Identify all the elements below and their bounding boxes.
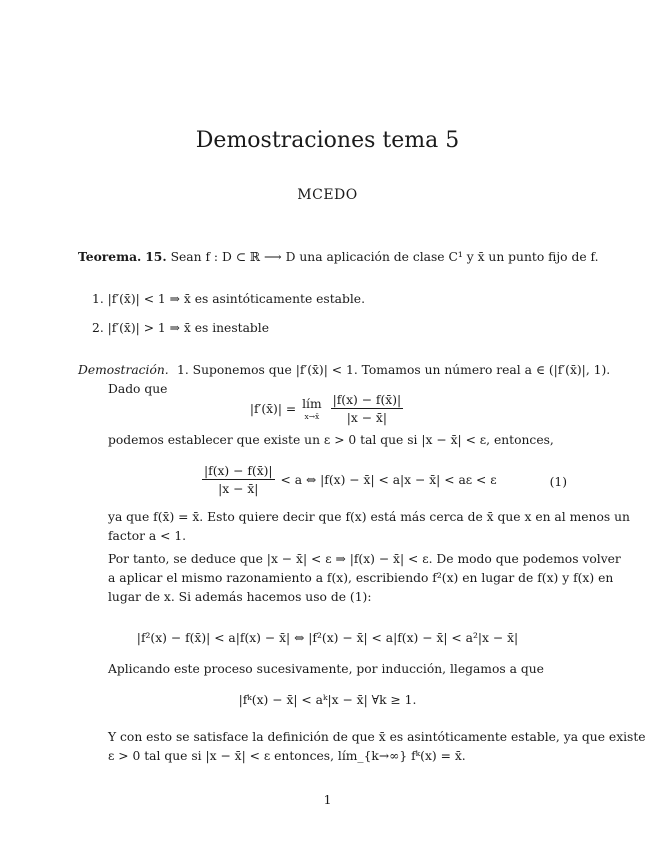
equation-1-rest: < a ⇔ |f(x) − x̄| < a|x − x̄| < aε < ε bbox=[280, 472, 497, 487]
proof-line-1: 1. Suponemos que |f′(x̄)| < 1. Tomamos un número real a ∈ (|f′(x̄)|, 1). bbox=[177, 363, 611, 377]
limit-subscript: x→x̄ bbox=[304, 411, 320, 421]
author: MCEDO bbox=[297, 187, 358, 203]
equation-3: |fᵏ(x) − x̄| < aᵏ|x − x̄| ∀k ≥ 1. bbox=[238, 693, 417, 707]
proof-line-3: podemos establecer que existe un ε > 0 tal que si |x − x̄| < ε, entonces, bbox=[108, 433, 554, 447]
proof-line-4b: factor a < 1. bbox=[108, 529, 187, 543]
theorem-text: Sean f : D ⊂ ℝ ⟶ D una aplicación de clase C¹ y x̄ un punto fijo de f. bbox=[170, 250, 599, 264]
equation-limit bbox=[0, 394, 655, 425]
page-title: Demostraciones tema 5 bbox=[195, 128, 460, 153]
theorem-item-1: 1. |f′(x̄)| < 1 ⇒ x̄ es asintóticamente estable. bbox=[92, 292, 365, 306]
equation-2: |f²(x) − f(x̄)| < a|f(x) − x̄| ⇔ |f²(x) − x̄| < a|f(x) − x̄| < a²|x − x̄| bbox=[136, 631, 519, 645]
proof-line-6: Aplicando este proceso sucesivamente, por inducción, llegamos a que bbox=[108, 662, 544, 676]
proof-line-7b: ε > 0 tal que si |x − x̄| < ε entonces, lím_{k→∞} fᵏ(x) = x̄. bbox=[108, 749, 466, 763]
theorem-item-2: 2. |f′(x̄)| > 1 ⇒ x̄ es inestable bbox=[92, 321, 270, 335]
limit-operator: lím x→x̄ bbox=[302, 397, 322, 421]
equation-1 bbox=[200, 465, 497, 496]
theorem-label: Teorema. bbox=[78, 249, 142, 264]
equation-limit-lhs: |f′(x̄)| = bbox=[249, 401, 297, 416]
theorem-statement bbox=[78, 251, 599, 263]
theorem-number: 15. bbox=[145, 249, 167, 264]
equation-1-fraction: $\frac{|f(x) - f(x̄)|}{|x - x̄|}$ bbox=[204, 464, 273, 497]
proof-line-5c: lugar de x. Si además hacemos uso de (1): bbox=[108, 590, 372, 604]
proof-line-4a: ya que f(x̄) = x̄. Esto quiere decir que f(x) está más cerca de x̄ que x en al menos un bbox=[108, 510, 630, 524]
proof-label: Demostración. bbox=[78, 363, 169, 377]
proof-line-5a: Por tanto, se deduce que |x − x̄| < ε ⇒ |f(x) − x̄| < ε. De modo que podemos volver bbox=[108, 552, 621, 566]
proof-line-2: Dado que bbox=[108, 382, 168, 396]
equation-1-number: (1) bbox=[549, 475, 567, 489]
limit-fraction: $\frac{|f(x) - f(x̄)|}{|x - x̄|}$ bbox=[332, 393, 402, 426]
proof-line-7a: Y con esto se satisface la definición de que x̄ es asintóticamente estable, ya que existe bbox=[108, 730, 646, 744]
page-number: 1 bbox=[323, 793, 332, 807]
proof-line-5b: a aplicar el mismo razonamiento a f(x), escribiendo f²(x) en lugar de f(x) y f(x) en bbox=[108, 571, 614, 585]
